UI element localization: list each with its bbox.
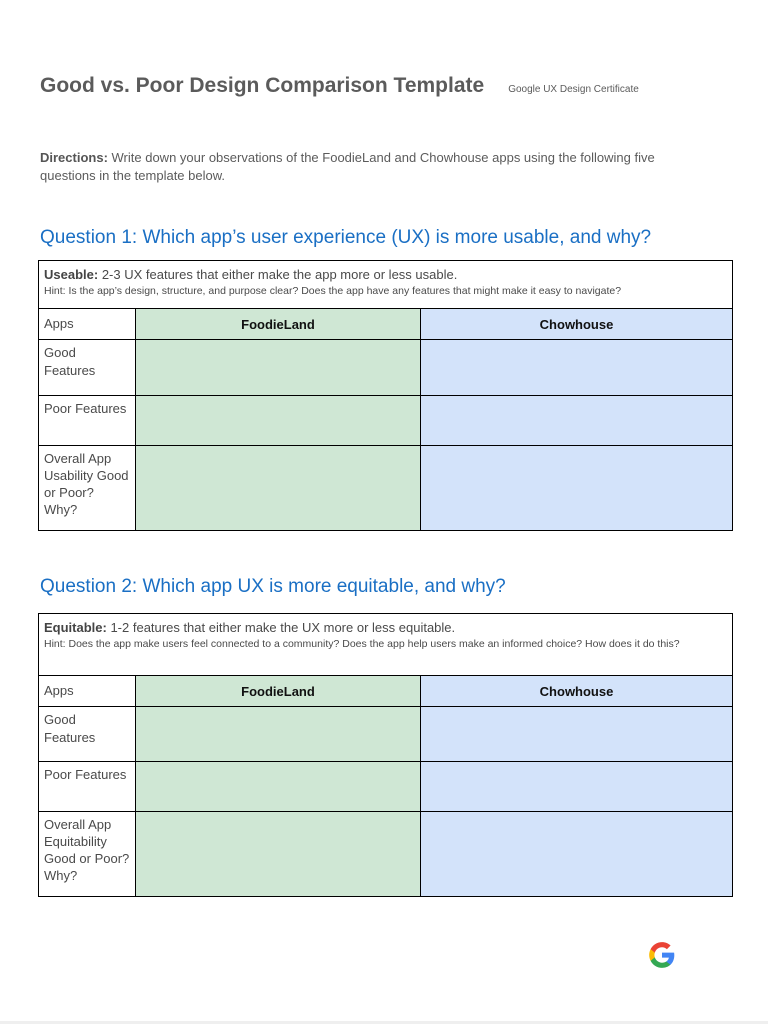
hint-text: Hint: Does the app make users feel connected to a community? Does the app help users make an informed choice? How does it do this? (44, 638, 680, 650)
intro-label: Useable: (44, 267, 99, 282)
table-header-row (39, 309, 733, 340)
table-intro-cell (39, 261, 733, 309)
table-row (39, 446, 733, 531)
foodieland-overall-cell[interactable] (136, 446, 421, 531)
chowhouse-overall-cell[interactable] (421, 446, 733, 531)
table-intro-row (39, 614, 733, 676)
chowhouse-overall-cell[interactable] (421, 812, 733, 897)
table-row (39, 396, 733, 446)
col-header-chowhouse: Chowhouse (421, 676, 733, 707)
foodieland-poor-features-cell[interactable] (136, 396, 421, 446)
question-1-table (38, 260, 733, 531)
row-label-good-features: Good Features (39, 340, 136, 396)
row-label-poor-features: Poor Features (39, 396, 136, 446)
table-header-row (39, 676, 733, 707)
col-header-apps: Apps (39, 309, 136, 340)
table-row (39, 340, 733, 396)
question-2-table (38, 613, 733, 897)
title-row (40, 74, 639, 98)
col-header-foodieland: FoodieLand (136, 676, 421, 707)
directions-paragraph (40, 149, 680, 185)
chowhouse-good-features-cell[interactable] (421, 340, 733, 396)
col-header-foodieland: FoodieLand (136, 309, 421, 340)
table-intro-cell (39, 614, 733, 676)
row-label-overall-equitability: Overall App Equitability Good or Poor? Why? (39, 812, 136, 897)
col-header-apps: Apps (39, 676, 136, 707)
page-subtitle: Google UX Design Certificate (508, 84, 639, 95)
page-title: Good vs. Poor Design Comparison Template (40, 74, 485, 97)
chowhouse-poor-features-cell[interactable] (421, 396, 733, 446)
question-2-heading: Question 2: Which app UX is more equitable, and why? (40, 576, 506, 597)
chowhouse-poor-features-cell[interactable] (421, 762, 733, 812)
intro-label: Equitable: (44, 620, 107, 635)
question-1-heading: Question 1: Which app’s user experience (UX) is more usable, and why? (40, 227, 652, 248)
row-label-good-features: Good Features (39, 707, 136, 762)
col-header-chowhouse: Chowhouse (421, 309, 733, 340)
directions-text: Write down your observations of the FoodieLand and Chowhouse apps using the following five questions in the template below. (40, 150, 655, 183)
directions-label: Directions: (40, 150, 108, 165)
table-row (39, 707, 733, 762)
chowhouse-good-features-cell[interactable] (421, 707, 733, 762)
table-intro-row (39, 261, 733, 309)
foodieland-poor-features-cell[interactable] (136, 762, 421, 812)
row-label-poor-features: Poor Features (39, 762, 136, 812)
foodieland-good-features-cell[interactable] (136, 340, 421, 396)
table-row (39, 812, 733, 897)
hint-text: Hint: Is the app’s design, structure, and purpose clear? Does the app have any features that might make it easy to navigate? (44, 285, 622, 297)
table-row (39, 762, 733, 812)
foodieland-good-features-cell[interactable] (136, 707, 421, 762)
intro-text: 1-2 features that either make the UX more or less equitable. (106, 620, 456, 635)
intro-text: 2-3 UX features that either make the app more or less usable. (98, 267, 458, 282)
foodieland-overall-cell[interactable] (136, 812, 421, 897)
row-label-overall-usability: Overall App Usability Good or Poor? Why? (39, 446, 136, 531)
google-g-icon (648, 940, 676, 970)
